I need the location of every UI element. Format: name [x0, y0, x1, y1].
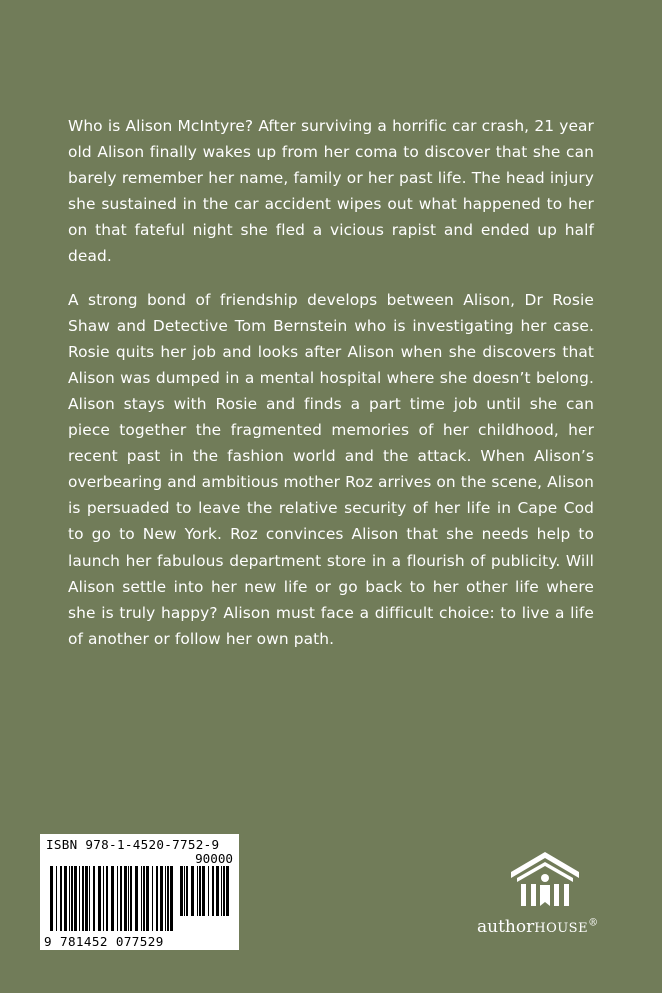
publisher-name-prefix: author — [477, 917, 535, 937]
isbn-barcode — [40, 834, 239, 950]
isbn-digits: 9 781452 077529 — [44, 934, 164, 949]
barcode-addon-bars — [180, 866, 230, 916]
publisher-name — [477, 917, 598, 937]
house-book-icon — [505, 848, 585, 912]
price-code: 90000 — [195, 851, 233, 866]
publisher-name-suffix: HOUSE — [534, 921, 589, 936]
blurb-paragraph-1: Who is Alison McIntyre? After surviving a horrific car crash, 21 year old Alison finally wakes up from her coma to discover that she can barely remember her name, family or her past life. The head injury she sustained in the car accident wipes out what happened to her on that fateful night she fled a vicious rapist and ended up half dead. — [68, 117, 594, 266]
registered-mark: ® — [588, 917, 599, 929]
isbn-label: ISBN 978-1-4520-7752-9 — [46, 837, 220, 852]
blurb-paragraph-2: A strong bond of friendship develops between Alison, Dr Rosie Shaw and Detective Tom Bernstein who is investigating her case. Rosie quits her job and looks after Alison when she discovers that Alison was dumped in a mental hospital where she doesn’t belong. Alison stays with Rosie and finds a part time job until she can piece together the fragmented memories of her childhood, her recent past in the fashion world and the attack. When Alison’s overbearing and ambitious mother Roz arrives on the scene, Alison is persuaded to leave the relative security of her life in Cape Cod to go to New York. Roz convinces Alison that she needs help to launch her fabulous department store in a flourish of publicity. Will Alison settle into her new life or go back to her other life where she is truly happy? Alison must face a difficult choice: to live a life of another or follow her own path. — [68, 290, 594, 648]
back-cover-blurb — [68, 113, 594, 669]
barcode-bars — [50, 866, 176, 931]
